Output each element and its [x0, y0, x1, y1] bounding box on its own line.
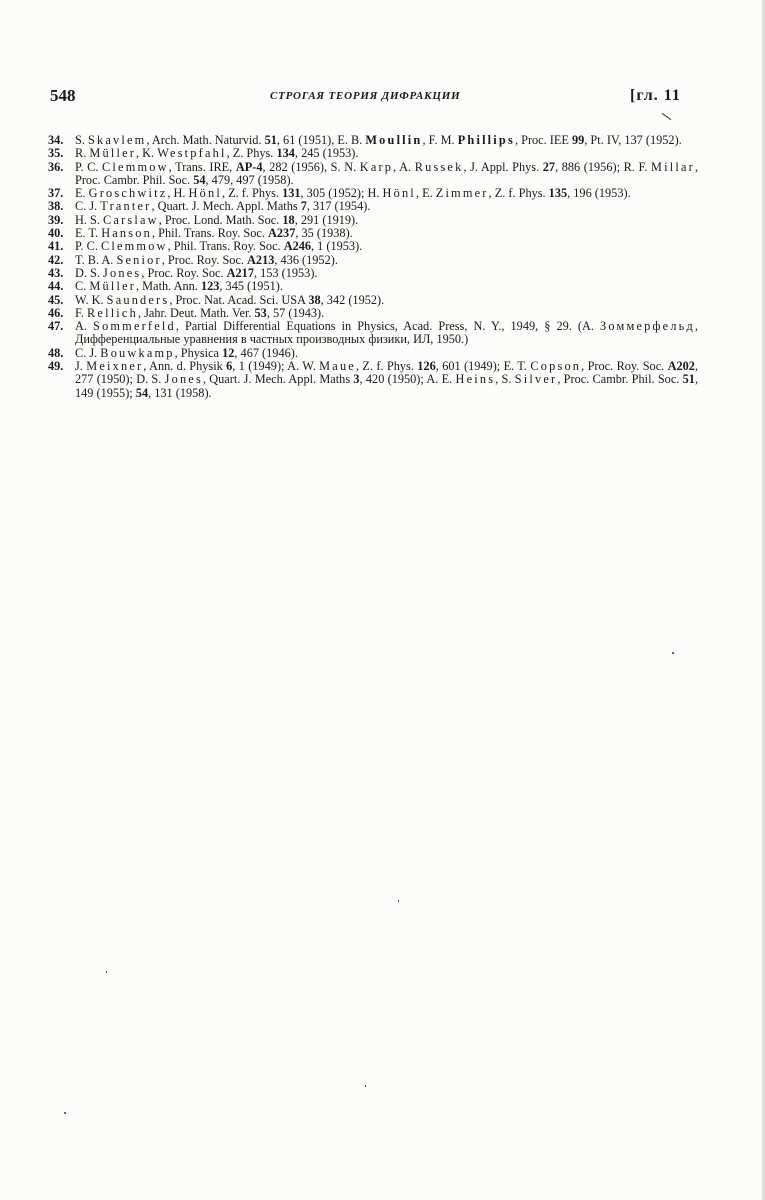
reference-author: Millar [651, 159, 695, 174]
reference-fragment: , E. [415, 186, 436, 201]
reference-text [75, 280, 698, 293]
reference-volume: AP-4 [235, 159, 263, 174]
reference-fragment: , Physica [174, 345, 223, 360]
reference-item [48, 214, 698, 227]
reference-author: Müller [89, 146, 137, 161]
reference-fragment: , 196 (1953). [567, 186, 631, 201]
reference-fragment: , Phil. Trans. Roy. Soc. [151, 226, 269, 241]
reference-fragment: , 436 (1952). [274, 252, 338, 267]
reference-author: Saunders [106, 292, 170, 307]
reference-fragment: , 131 (1958). [148, 385, 212, 400]
reference-fragment: C. J. [75, 199, 101, 214]
reference-fragment: , 886 (1956); R. F. [555, 159, 651, 174]
reference-number: 45. [48, 292, 64, 307]
reference-fragment: , 305 (1952); H. [300, 186, 383, 201]
reference-fragment: , 282 (1956), S. N. [262, 159, 360, 174]
reference-fragment: T. B. A. [75, 252, 117, 267]
reference-number: 49. [48, 359, 64, 374]
reference-text [75, 161, 698, 188]
reference-author: Heins [455, 372, 496, 387]
reference-fragment: , H. [167, 186, 189, 201]
reference-fragment: , 342 (1952). [320, 292, 385, 307]
reference-fragment: , 420 (1950); A. E. [359, 372, 456, 387]
reference-fragment: , Jahr. Deut. Math. Ver. [137, 305, 255, 320]
reference-text [75, 240, 698, 253]
reference-text [75, 267, 698, 280]
reference-fragment: , 479, 497 (1958). [205, 172, 294, 187]
reference-item [48, 147, 698, 160]
reference-fragment: , Quart. J. Mech. Appl. Maths [151, 199, 301, 214]
reference-author: Bouwkamp [100, 345, 175, 360]
reference-number: 35. [48, 146, 64, 161]
reference-author: Karp [359, 159, 394, 174]
reference-fragment: P. C. [75, 239, 101, 254]
reference-author: Groschwitz [88, 186, 168, 201]
reference-fragment: , A. [393, 159, 415, 174]
reference-author: Westpfahl [157, 146, 227, 161]
reference-fragment: E. T. [75, 226, 102, 241]
reference-author: Clemmow [100, 239, 168, 254]
reference-fragment: , Partial Differential Equations in Physics, Acad. Press, N. Y., 1949, § 29. (А. [175, 319, 601, 334]
reference-fragment: , Z. f. Phys. [355, 359, 418, 374]
reference-fragment: , Proc. IEE [514, 133, 572, 147]
reference-author: Müller [89, 279, 137, 294]
reference-volume: 134 [276, 146, 295, 161]
reference-fragment: , F. M. [422, 133, 458, 147]
reference-item [48, 347, 698, 360]
reference-volume: 51 [264, 133, 277, 147]
reference-number: 46. [48, 305, 64, 320]
reference-author: Jones [103, 265, 142, 280]
reference-fragment: J. [75, 359, 87, 374]
scan-speck [106, 971, 107, 973]
reference-volume: 54 [135, 385, 149, 400]
reference-volume: 51 [682, 372, 695, 387]
reference-item [48, 320, 698, 347]
reference-volume: A202 [667, 359, 695, 374]
reference-item [48, 187, 698, 200]
reference-number: 42. [48, 252, 64, 267]
reference-fragment: , 61 (1951), E. B. [276, 133, 366, 147]
reference-fragment: , 291 (1919). [294, 212, 359, 227]
reference-item [48, 240, 698, 253]
reference-author: Copson [530, 359, 582, 374]
reference-fragment: , 601 (1949); E. T. [435, 359, 531, 374]
reference-text [75, 307, 698, 320]
reference-author: Hanson [101, 226, 152, 241]
reference-fragment: F. [75, 305, 88, 320]
reference-volume: 123 [200, 279, 220, 294]
reference-volume: A217 [226, 265, 254, 280]
reference-fragment: W. K. [75, 292, 107, 307]
reference-fragment: , Proc. Nat. Acad. Sci. USA [169, 292, 309, 307]
reference-fragment: , Arch. Math. Naturvid. [146, 133, 265, 147]
reference-number: 47. [48, 319, 64, 334]
reference-fragment: , 345 (1951). [219, 279, 283, 294]
reference-fragment: , 153 (1953). [253, 265, 318, 280]
reference-text [75, 320, 698, 347]
reference-author: Carslaw [103, 212, 159, 227]
reference-fragment: , J. Appl. Phys. [463, 159, 543, 174]
reference-item [48, 360, 698, 400]
reference-author: Sommerfeld [93, 319, 176, 334]
reference-volume: 54 [193, 172, 206, 187]
reference-item [48, 227, 698, 240]
reference-item [48, 267, 698, 280]
reference-fragment: S. [75, 133, 88, 147]
reference-number: 37. [48, 186, 64, 201]
reference-fragment: , Proc. Roy. Soc. [141, 265, 227, 280]
reference-text [75, 294, 698, 307]
reference-fragment: , Phil. Trans. Roy. Soc. [167, 239, 284, 254]
reference-volume: 27 [542, 159, 556, 174]
reference-number: 44. [48, 279, 64, 294]
reference-fragment: , 245 (1953). [294, 146, 359, 161]
reference-item [48, 254, 698, 267]
reference-text [75, 254, 698, 267]
scan-speck [64, 1112, 66, 1114]
reference-item [48, 294, 698, 307]
scan-speck [365, 1085, 366, 1087]
reference-fragment: , Дифференциальные уравнения в частных производных физики, ИЛ, 1950.) [75, 319, 698, 347]
reference-volume: A246 [283, 239, 312, 254]
reference-text [75, 360, 698, 400]
reference-fragment: , 1 (1949); A. W. [232, 359, 320, 374]
reference-fragment: D. S. [75, 265, 104, 280]
reference-author: Jones [164, 372, 203, 387]
reference-volume: A213 [247, 252, 275, 267]
reference-fragment: , Proc. Lond. Math. Soc. [158, 212, 283, 227]
scan-speck [672, 652, 674, 654]
reference-fragment: C. J. [75, 345, 101, 360]
reference-fragment: , Trans. IRE, [168, 159, 236, 174]
reference-volume: 131 [282, 186, 301, 201]
page-number: 548 [50, 86, 76, 105]
reference-text [75, 200, 698, 213]
reference-author: Silver [514, 372, 558, 387]
reference-fragment: , 57 (1943). [266, 305, 325, 320]
reference-fragment: , Z. f. Phys. [221, 186, 283, 201]
reference-fragment: , 149 (1955); [75, 372, 699, 400]
reference-fragment: , Proc. Roy. Soc. [581, 359, 668, 374]
reference-volume: 99 [571, 133, 585, 147]
reference-item [48, 307, 698, 320]
reference-number: 41. [48, 239, 64, 254]
reference-author: Rellich [87, 305, 138, 320]
reference-number: 43. [48, 265, 64, 280]
reference-volume: 3 [353, 372, 360, 387]
running-title: СТРОГАЯ ТЕОРИЯ ДИФРАКЦИИ [270, 90, 461, 102]
reference-item [48, 280, 698, 293]
reference-text [75, 214, 698, 227]
reference-number: 36. [48, 159, 64, 174]
reference-fragment: , Proc. Cambr. Phil. Soc. [75, 159, 699, 187]
reference-volume: A237 [268, 226, 296, 241]
reference-volume: 135 [548, 186, 568, 201]
reference-volume: 7 [300, 199, 307, 214]
reference-number: 38. [48, 199, 64, 214]
chapter-marker: [гл. 11 [630, 87, 681, 104]
reference-text [75, 347, 698, 360]
reference-fragment: , Quart. J. Mech. Appl. Maths [202, 372, 354, 387]
reference-volume: 6 [226, 359, 233, 374]
reference-fragment: , 277 (1950); D. S. [75, 359, 699, 387]
reference-fragment: , Proc. Cambr. Phil. Soc. [557, 372, 683, 387]
reference-fragment: P. C. [75, 159, 103, 174]
reference-fragment: , 1 (1953). [311, 239, 363, 254]
reference-fragment: , 317 (1954). [306, 199, 371, 214]
reference-author: Senior [116, 252, 162, 267]
print-tick-mark [662, 113, 672, 120]
reference-author: Зоммерфельд [600, 319, 695, 334]
reference-number: 39. [48, 212, 64, 227]
reference-fragment: E. [75, 186, 89, 201]
reference-fragment: , K. [136, 146, 158, 161]
reference-author: Tranter [100, 199, 152, 214]
reference-number: 48. [48, 345, 64, 360]
reference-fragment: R. [75, 146, 90, 161]
reference-author: Maue [319, 359, 356, 374]
reference-author: Zimmer [435, 186, 489, 201]
reference-fragment: C. [75, 279, 90, 294]
reference-text [75, 187, 698, 200]
reference-fragment: H. S. [75, 212, 104, 227]
reference-author: Hönl [188, 186, 222, 201]
reference-volume: 18 [282, 212, 295, 227]
reference-fragment: , S. [495, 372, 515, 387]
reference-fragment: , Z. f. Phys. [488, 186, 549, 201]
reference-author: Russek [414, 159, 464, 174]
reference-number: 34. [48, 133, 64, 147]
reference-author: Skavlem [88, 133, 147, 147]
reference-fragment: , Pt. IV, 137 (1952). [584, 133, 682, 147]
reference-item [48, 200, 698, 213]
reference-volume: 38 [308, 292, 321, 307]
reference-item [48, 134, 698, 147]
reference-fragment: A. [75, 319, 94, 334]
reference-author: Phillips [457, 133, 515, 147]
reference-text [75, 227, 698, 240]
reference-author: Clemmow [102, 159, 169, 174]
reference-author: Meixner [86, 359, 144, 374]
reference-volume: 12 [222, 345, 235, 360]
reference-list [48, 134, 698, 400]
reference-volume: 126 [417, 359, 436, 374]
scan-speck [398, 900, 399, 902]
reference-author: Hönl [382, 186, 416, 201]
reference-number: 40. [48, 226, 64, 241]
reference-text [75, 147, 698, 160]
reference-author: Moullin [365, 133, 423, 147]
reference-fragment: , 467 (1946). [234, 345, 298, 360]
reference-fragment: , Math. Ann. [136, 279, 201, 294]
reference-volume: 53 [254, 305, 267, 320]
reference-fragment: , Ann. d. Physik [143, 359, 227, 374]
reference-item [48, 161, 698, 188]
reference-fragment: , Z. Phys. [226, 146, 277, 161]
reference-fragment: , 35 (1938). [295, 226, 353, 241]
page-header [0, 86, 765, 110]
reference-fragment: , Proc. Roy. Soc. [161, 252, 248, 267]
reference-text [75, 134, 698, 147]
